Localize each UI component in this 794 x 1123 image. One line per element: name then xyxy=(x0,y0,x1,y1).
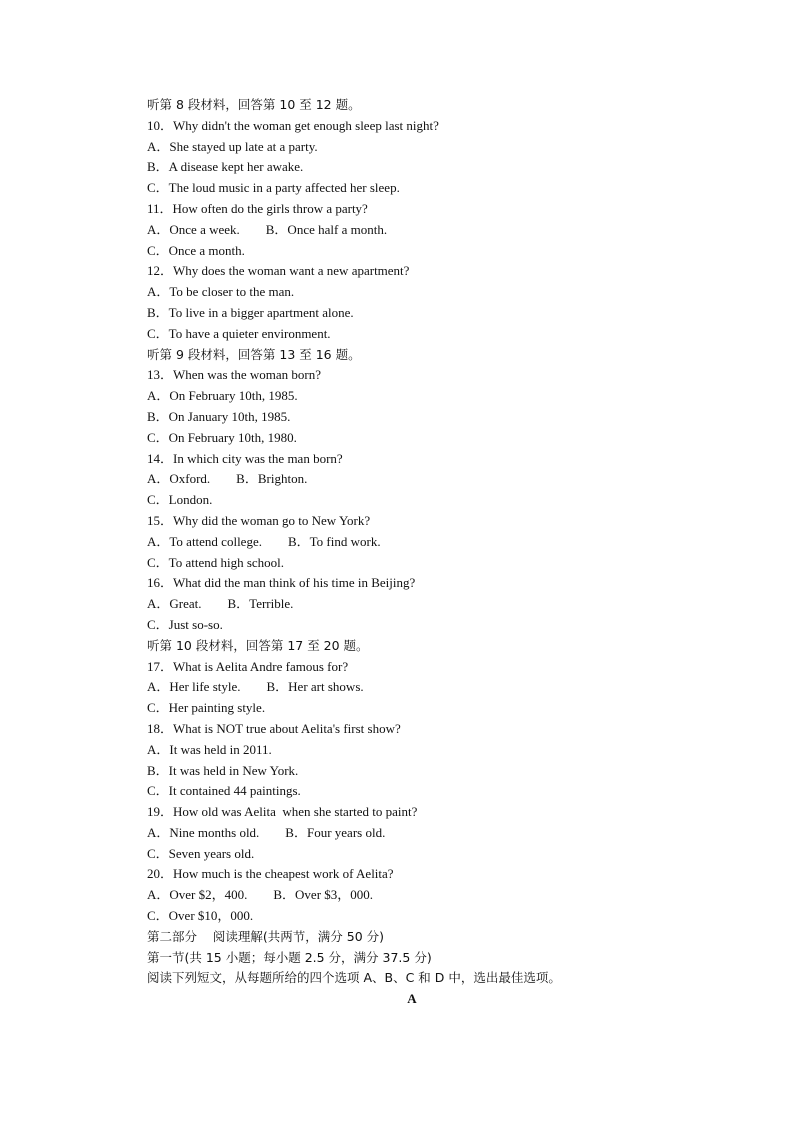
question-line: A．It was held in 2011. xyxy=(147,741,272,757)
question-line: A．On February 10th, 1985. xyxy=(147,388,298,404)
question-line: A．Her life style. B．Her art shows. xyxy=(147,679,364,695)
question-line: A．To be closer to the man. xyxy=(147,284,295,300)
section-instruction: 第一节(共 15 小题；每小题 2.5 分，满分 37.5 分) xyxy=(147,949,432,965)
question-line: C．To have a quieter environment. xyxy=(147,325,331,341)
question-line: 14．In which city was the man born? xyxy=(147,450,343,466)
question-line: A．Over $2，400. B．Over $3，000. xyxy=(147,887,374,903)
question-line: B．On January 10th, 1985. xyxy=(147,408,291,424)
question-line: 19．How old was Aelita when she started to paint? xyxy=(147,804,418,820)
question-line: A．Nine months old. B．Four years old. xyxy=(147,824,386,840)
section-instruction: 阅读下列短文，从每题所给的四个选项 A、B、C 和 D 中，选出最佳选项。 xyxy=(147,970,561,986)
passage-heading: A xyxy=(407,991,417,1007)
question-line: C．Once a month. xyxy=(147,242,245,258)
section-instruction: 第二部分 阅读理解(共两节，满分 50 分) xyxy=(147,928,385,944)
question-line: 18．What is NOT true about Aelita's first show? xyxy=(147,720,401,736)
question-line: 15．Why did the woman go to New York? xyxy=(147,512,371,528)
section-instruction: 听第 8 段材料，回答第 10 至 12 题。 xyxy=(147,97,361,112)
question-line: 11．How often do the girls throw a party? xyxy=(147,200,368,216)
question-line: 20．How much is the cheapest work of Aelita? xyxy=(147,866,394,882)
exam-page xyxy=(147,95,667,1010)
question-line: 17．What is Aelita Andre famous for? xyxy=(147,658,349,674)
question-line: 13．When was the woman born? xyxy=(147,367,322,383)
question-line: A．Oxford. B．Brighton. xyxy=(147,471,308,487)
question-line: C．Over $10，000. xyxy=(147,908,254,924)
question-line: 10．Why didn't the woman get enough sleep last night? xyxy=(147,117,439,133)
question-line: C．Seven years old. xyxy=(147,845,255,861)
section-instruction: 听第 10 段材料，回答第 17 至 20 题。 xyxy=(147,637,369,653)
section-instruction: 听第 9 段材料，回答第 13 至 16 题。 xyxy=(147,346,361,362)
question-line: C．On February 10th, 1980. xyxy=(147,429,297,445)
question-line: 12．Why does the woman want a new apartment? xyxy=(147,263,410,279)
question-line: C．Her painting style. xyxy=(147,700,266,716)
question-list xyxy=(147,95,667,989)
question-line: 16．What did the man think of his time in Beijing? xyxy=(147,575,416,591)
question-line: B．It was held in New York. xyxy=(147,762,299,778)
question-line: C．It contained 44 paintings. xyxy=(147,783,301,799)
question-line: C．London. xyxy=(147,492,213,508)
question-line: A．Great. B．Terrible. xyxy=(147,596,294,612)
question-line: B．A disease kept her awake. xyxy=(147,159,304,175)
question-line: A．She stayed up late at a party. xyxy=(147,138,318,154)
question-line: C．Just so-so. xyxy=(147,616,223,632)
question-line: A．To attend college. B．To find work. xyxy=(147,533,381,549)
question-line: B．To live in a bigger apartment alone. xyxy=(147,304,354,320)
question-line: C．The loud music in a party affected her sleep. xyxy=(147,180,400,196)
question-line: A．Once a week. B．Once half a month. xyxy=(147,221,388,237)
question-line: C．To attend high school. xyxy=(147,554,285,570)
